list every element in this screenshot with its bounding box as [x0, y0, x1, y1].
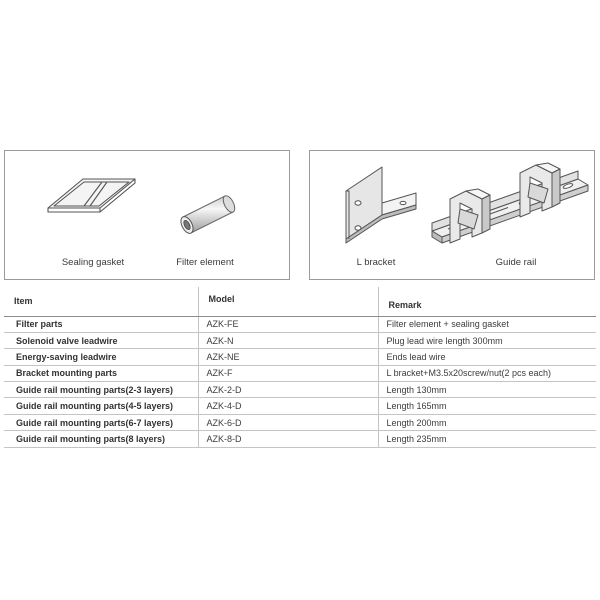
cell-remark: Length 130mm [378, 382, 596, 398]
header-remark: Remark [378, 287, 596, 316]
accessory-panel-right [309, 150, 595, 280]
cell-model: AZK-6-D [198, 414, 378, 430]
cell-remark: Length 165mm [378, 398, 596, 414]
cell-model: AZK-FE [198, 316, 378, 332]
table-row [4, 332, 596, 348]
table-row [4, 316, 596, 332]
cell-remark: Ends lead wire [378, 349, 596, 365]
filter-element-image [171, 187, 241, 235]
cell-model: AZK-2-D [198, 382, 378, 398]
l-bracket-caption: L bracket [356, 257, 396, 268]
header-item: Item [4, 287, 198, 316]
cell-item: Guide rail mounting parts(2-3 layers) [4, 382, 198, 398]
cell-item: Guide rail mounting parts(8 layers) [4, 431, 198, 447]
cell-item: Bracket mounting parts [4, 365, 198, 381]
cell-item: Solenoid valve leadwire [4, 332, 198, 348]
table-row [4, 398, 596, 414]
cell-item: Energy-saving leadwire [4, 349, 198, 365]
filter-element-caption: Filter element [176, 257, 234, 268]
table-header-row [4, 287, 596, 316]
table-row [4, 365, 596, 381]
guide-rail-image [428, 159, 590, 257]
cell-item: Guide rail mounting parts(4-5 layers) [4, 398, 198, 414]
cell-model: AZK-4-D [198, 398, 378, 414]
accessory-parts-table [4, 287, 596, 448]
table-row [4, 414, 596, 430]
table-row [4, 382, 596, 398]
cell-remark: Length 235mm [378, 431, 596, 447]
cell-item: Filter parts [4, 316, 198, 332]
header-model: Model [198, 287, 378, 316]
accessory-panel-left [4, 150, 290, 280]
cell-model: AZK-8-D [198, 431, 378, 447]
cell-remark: L bracket+M3.5x20screw/nut(2 pcs each) [378, 365, 596, 381]
sealing-gasket-caption: Sealing gasket [61, 257, 125, 268]
cell-remark: Plug lead wire length 300mm [378, 332, 596, 348]
cell-item: Guide rail mounting parts(6-7 layers) [4, 414, 198, 430]
cell-remark: Filter element + sealing gasket [378, 316, 596, 332]
sealing-gasket-image [43, 173, 143, 223]
guide-rail-caption: Guide rail [495, 257, 537, 268]
l-bracket-image [336, 157, 426, 247]
table-row [4, 349, 596, 365]
cell-remark: Length 200mm [378, 414, 596, 430]
cell-model: AZK-NE [198, 349, 378, 365]
cell-model: AZK-F [198, 365, 378, 381]
cell-model: AZK-N [198, 332, 378, 348]
table-row [4, 431, 596, 447]
